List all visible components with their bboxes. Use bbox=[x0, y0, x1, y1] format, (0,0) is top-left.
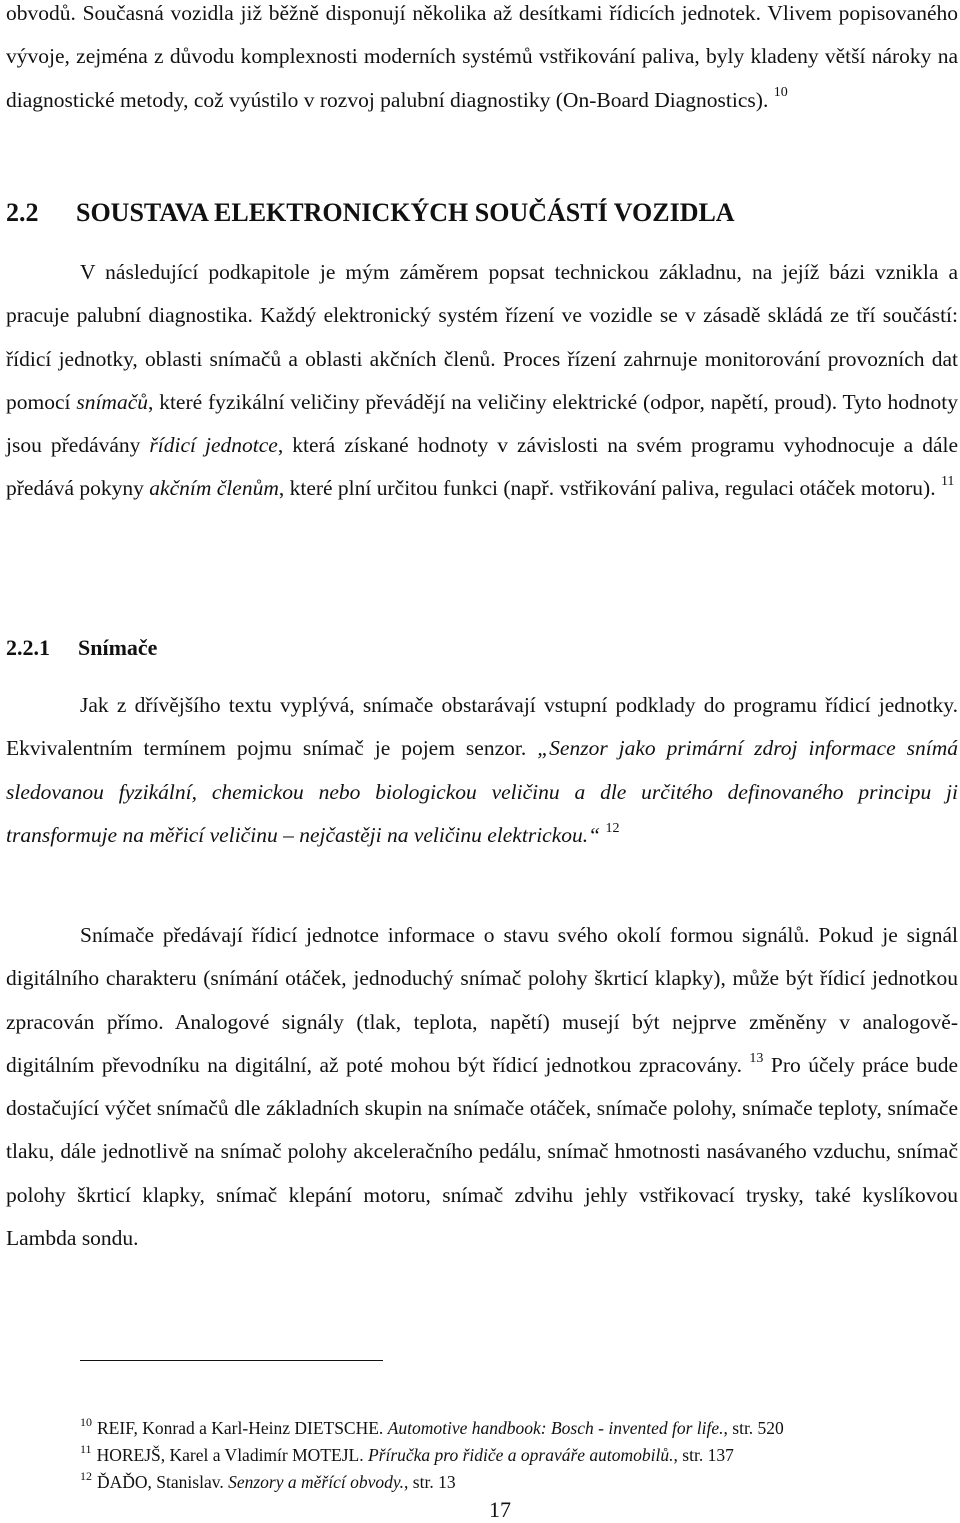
section-number: 2.2 bbox=[6, 198, 39, 227]
paragraph-text: , které fyzikální veličiny převádějí na veličiny elektrické (odpor, napětí, proud). Tyto hodnoty jsou předávány bbox=[6, 389, 958, 458]
paragraph-sensors-signals bbox=[6, 914, 958, 1260]
subsection-title: Snímače bbox=[78, 635, 158, 660]
paragraph-text: obvodů. Současná vozidla již běžně disponují několika až desítkami řídicích jednotek. Vlivem popisovaného vývoje, zejména z důvodu komplexnosti moderních systémů vstřikování paliva, byly kladeny větší nároky na diagnostické metody, což vyústilo v rozvoj palubní diagnostiky (On-Board Diagnostics). bbox=[6, 1, 958, 112]
footnote-page: , str. 520 bbox=[723, 1418, 784, 1438]
footnote-ref: 10 bbox=[773, 85, 788, 101]
footnote-ref: 13 bbox=[749, 1050, 764, 1066]
section-title: SOUSTAVA ELEKTRONICKÝCH SOUČÁSTÍ VOZIDLA bbox=[76, 198, 735, 227]
footnote bbox=[80, 1415, 784, 1438]
paragraph-text: Jak z dřívějšího textu vyplývá, snímače obstarávají vstupní podklady do programu řídicí jednotky. Ekvivalentním termínem pojmu snímač je pojem senzor. bbox=[6, 693, 958, 761]
footnote-author: ĎAĎO, Stanislav. bbox=[97, 1472, 229, 1492]
footnote-separator bbox=[80, 1360, 383, 1361]
footnote-ref: 12 bbox=[605, 820, 620, 836]
footnote-title: Senzory a měřící obvody. bbox=[228, 1472, 405, 1492]
subsection-number: 2.2.1 bbox=[6, 635, 50, 660]
footnote bbox=[80, 1469, 456, 1492]
footnote-number: 12 bbox=[80, 1469, 92, 1484]
footnote-author: REIF, Konrad a Karl-Heinz DIETSCHE. bbox=[97, 1418, 388, 1438]
italic-term: snímačů bbox=[76, 389, 148, 414]
paragraph-text: , která získané hodnoty v závislosti na svém programu vyhodnocuje a dále předává pokyny bbox=[6, 433, 959, 501]
page-number: 17 bbox=[489, 1497, 511, 1522]
footnote-number: 10 bbox=[80, 1415, 92, 1430]
footnote-title: Příručka pro řidiče a opraváře automobilů. bbox=[367, 1445, 674, 1465]
footnote-title: Automotive handbook: Bosch - invented for life. bbox=[387, 1418, 724, 1438]
paragraph-text: , které plní určitou funkci (např. vstřikování paliva, regulaci otáček motoru). bbox=[278, 476, 936, 501]
italic-term: akčním členům bbox=[149, 476, 279, 501]
paragraph-text: Pro účely práce bude dostačující výčet snímačů dle základních skupin na snímače otáček, snímače polohy, snímače teploty, snímače tlaku, dále jednotlivě na snímač polohy akceleračního pedálu, snímač hmotnosti nasávaného vzduchu, snímač polohy škrticí klapky, snímač klepání motoru, snímač zdvihu jehly vstřikovací trysky, také kyslíkovou Lambda sondu. bbox=[6, 1052, 959, 1251]
italic-term: řídicí jednotce bbox=[149, 433, 278, 458]
section-heading bbox=[6, 198, 735, 228]
paragraph-sensors-definition bbox=[6, 684, 958, 857]
paragraph-section-intro bbox=[6, 251, 958, 511]
footnote bbox=[80, 1442, 734, 1465]
quotation: „Senzor jako primární zdroj informace snímá sledovanou fyzikální, chemickou nebo biologickou veličinu a dle určitého definovaného principu ji transformuje na měřicí veličinu – nejčastěji na veličinu elektrickou.“ bbox=[6, 736, 958, 847]
footnote-page: , str. 137 bbox=[673, 1445, 734, 1465]
paragraph-text: Snímače předávají řídicí jednotce informace o stavu svého okolí formou signálů. Pokud je signál digitálního charakteru (snímání otáček, jednoduchý snímač polohy škrticí klapky), může být řídicí jednotkou zpracován přímo. Analogové signály (tlak, teplota, napětí) musejí být nejprve změněny v analogově-digitálním převodníku na digitální, až poté mohou být řídicí jednotkou zpracovány. bbox=[6, 923, 958, 1077]
footnote-ref: 11 bbox=[940, 474, 955, 490]
subsection-heading bbox=[6, 634, 157, 662]
paragraph-intro bbox=[6, 0, 958, 122]
footnote-page: , str. 13 bbox=[404, 1472, 456, 1492]
paragraph-text: V následující podkapitole je mým záměrem popsat technickou základnu, na jejíž bázi vznikla a pracuje palubní diagnostika. Každý elektronický systém řízení ve vozidle se v zásadě skládá ze tří součástí: řídicí jednotky, oblasti snímačů a oblasti akčních členů. Proces řízení zahrnuje monitorování provozních dat pomocí bbox=[6, 260, 958, 414]
footnote-number: 11 bbox=[80, 1442, 92, 1457]
footnote-author: HOREJŠ, Karel a Vladimír MOTEJL. bbox=[96, 1445, 368, 1465]
